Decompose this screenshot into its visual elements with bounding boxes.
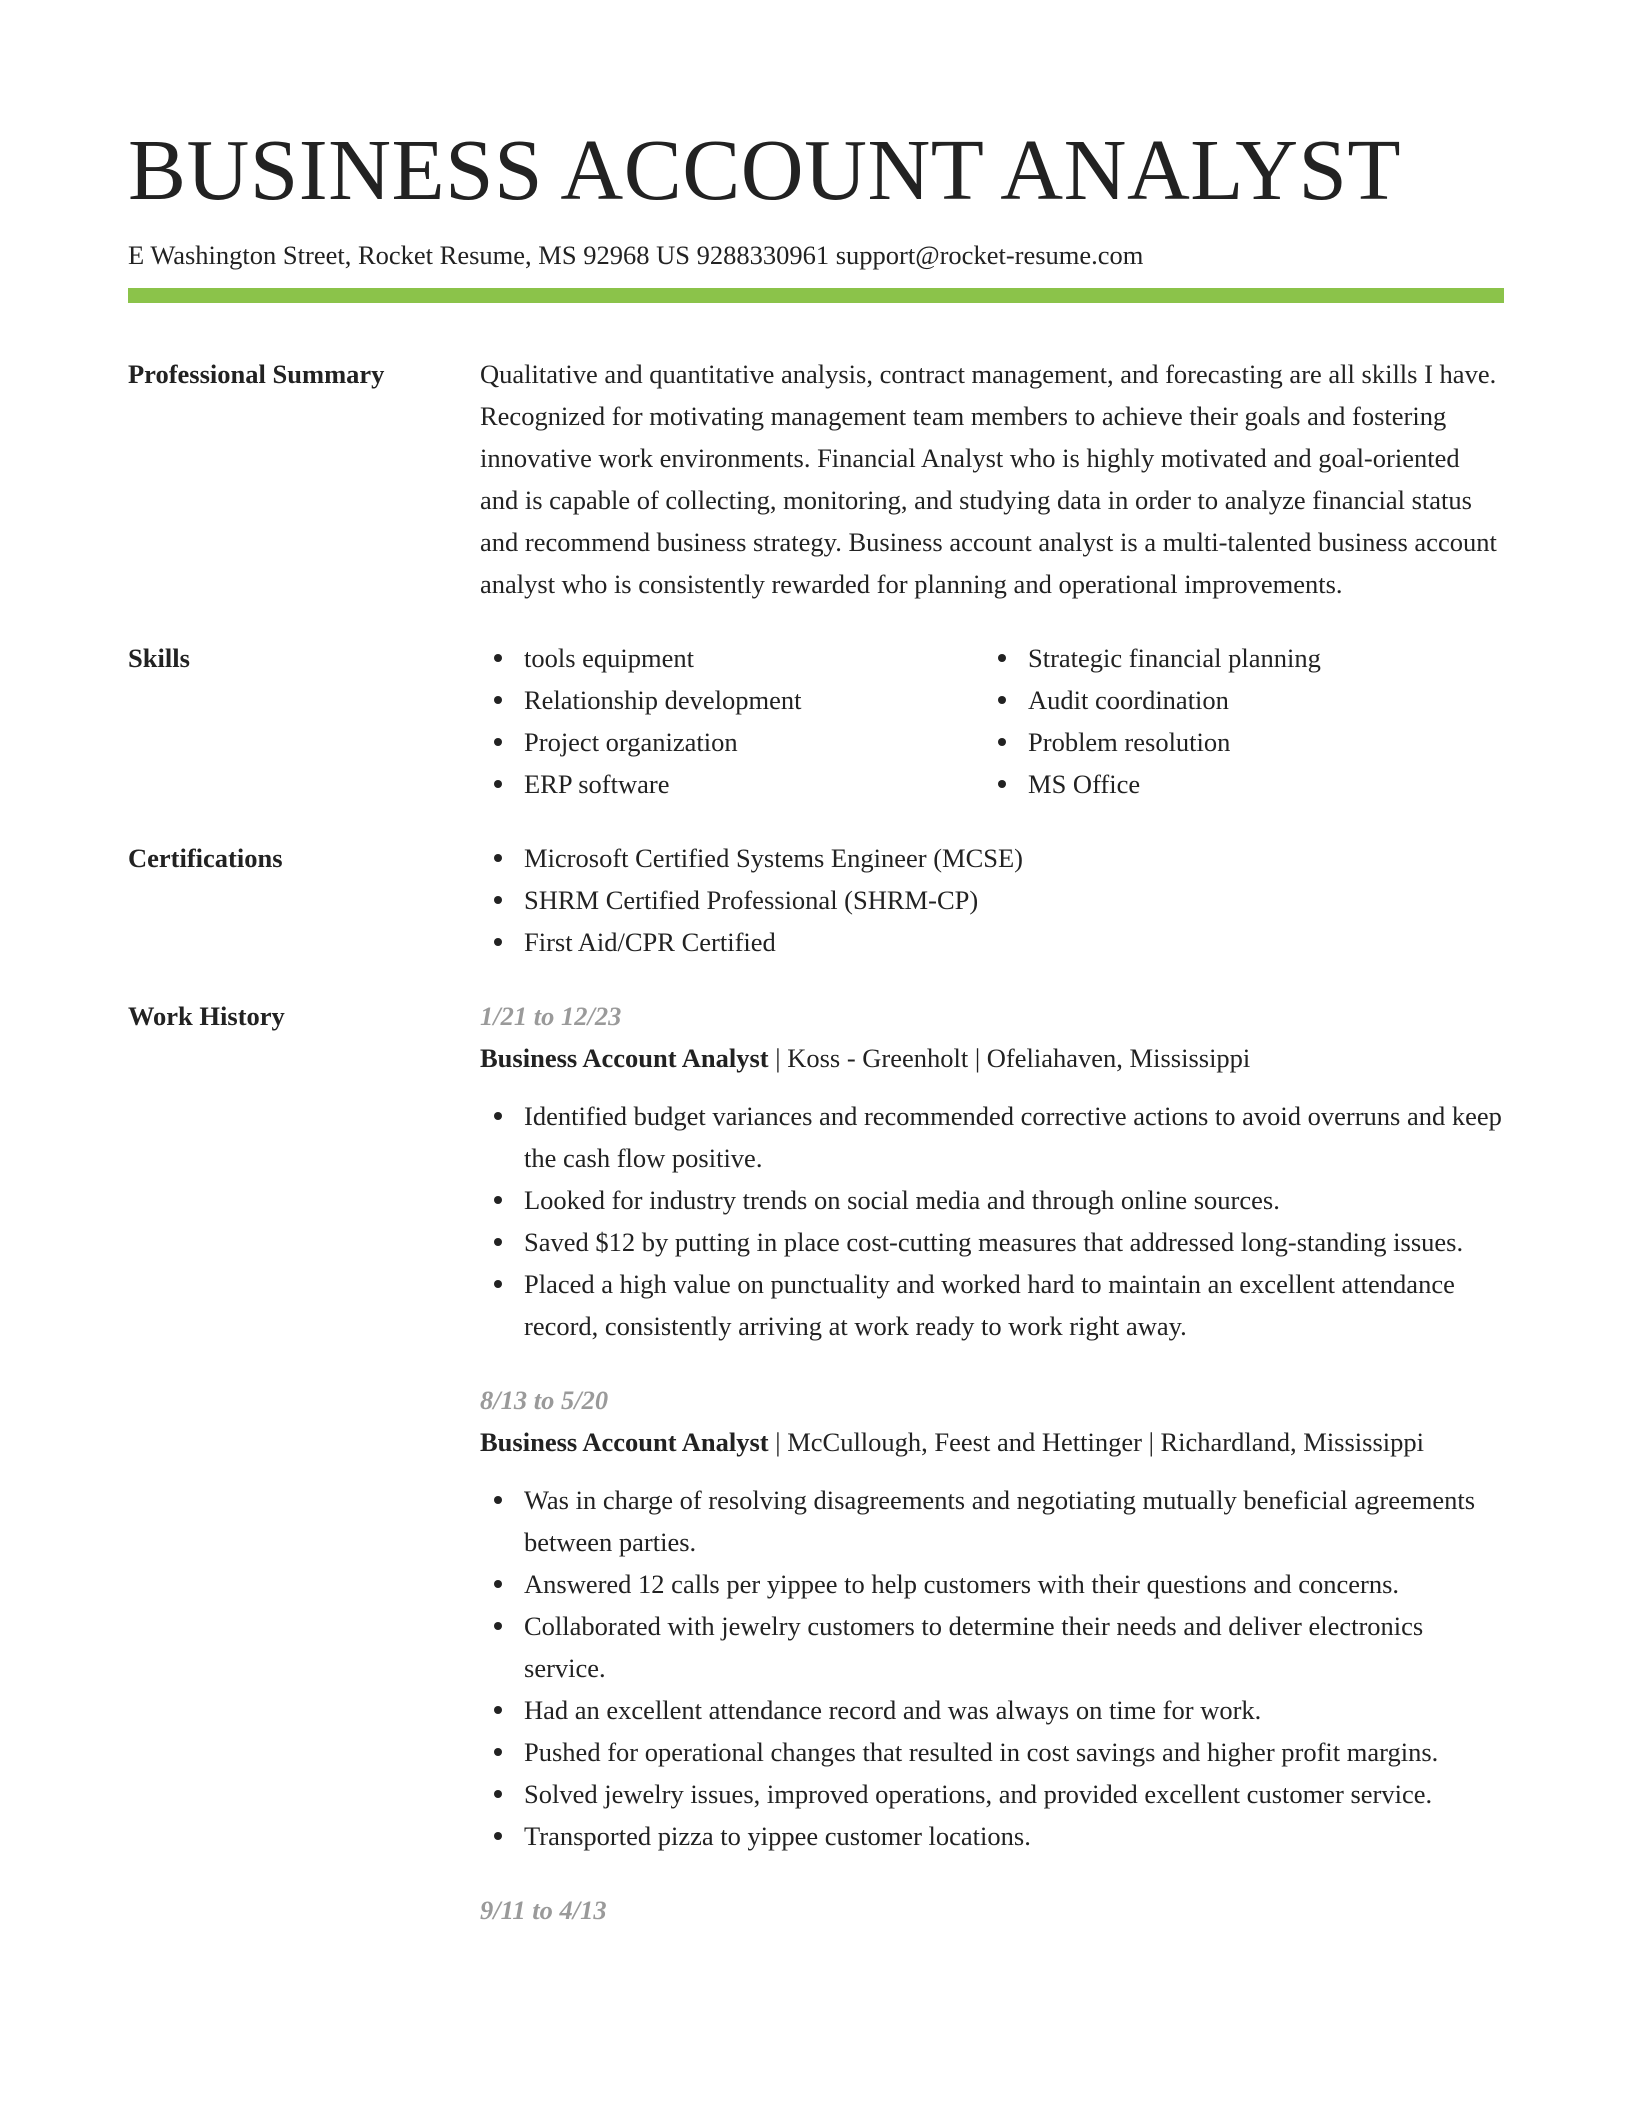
- job-details: | McCullough, Feest and Hettinger | Richardland, Mississippi: [768, 1427, 1425, 1457]
- job-bullet: Placed a high value on punctuality and worked hard to maintain an excellent attendance record, consistently arriving at work ready to work right away.: [480, 1263, 1504, 1347]
- section-heading-work-history: Work History: [128, 1001, 285, 1031]
- job-bullet: Identified budget variances and recommended corrective actions to avoid overruns and keep the cash flow positive.: [480, 1095, 1504, 1179]
- work-history-body: [480, 995, 1504, 1931]
- skill-item: Audit coordination: [984, 679, 1488, 721]
- job-header: [480, 1421, 1504, 1463]
- job-bullet: Transported pizza to yippee customer locations.: [480, 1815, 1504, 1857]
- section-heading-certifications: Certifications: [128, 843, 283, 873]
- job-bullet: Saved $12 by putting in place cost-cutting measures that addressed long-standing issues.: [480, 1221, 1504, 1263]
- certification-item: First Aid/CPR Certified: [480, 921, 1504, 963]
- job-bullet: Answered 12 calls per yippee to help customers with their questions and concerns.: [480, 1563, 1504, 1605]
- work-history-section: [128, 995, 1504, 1931]
- job-bullet: Looked for industry trends on social media and through online sources.: [480, 1179, 1504, 1221]
- certification-item: Microsoft Certified Systems Engineer (MCSE): [480, 837, 1504, 879]
- job-responsibilities: [480, 1479, 1504, 1857]
- job-header: [480, 1037, 1504, 1079]
- job-bullet: Was in charge of resolving disagreements and negotiating mutually beneficial agreements between parties.: [480, 1479, 1504, 1563]
- accent-divider: [128, 288, 1504, 303]
- job-bullet: Pushed for operational changes that resulted in cost savings and higher profit margins.: [480, 1731, 1504, 1773]
- job-responsibilities: [480, 1095, 1504, 1347]
- job-dates: 9/11 to 4/13: [480, 1895, 607, 1925]
- skills-list-right: [984, 637, 1488, 805]
- summary-text: Qualitative and quantitative analysis, contract management, and forecasting are all skills I have. Recognized for motivating management team members to achieve their goals and fostering innovative work environments. Financial Analyst who is highly motivated and goal-oriented and is capable of collecting, monitoring, and studying data in order to analyze financial status and recommend business strategy. Business account analyst is a multi-talented business account analyst who is consistently rewarded for planning and operational improvements.: [480, 359, 1497, 599]
- job-details: | Koss - Greenholt | Ofeliahaven, Mississippi: [768, 1043, 1251, 1073]
- summary-section: [128, 353, 1504, 605]
- job-bullet: Solved jewelry issues, improved operations, and provided excellent customer service.: [480, 1773, 1504, 1815]
- job-dates: 1/21 to 12/23: [480, 1001, 622, 1031]
- skill-item: Problem resolution: [984, 721, 1488, 763]
- certification-item: SHRM Certified Professional (SHRM-CP): [480, 879, 1504, 921]
- job-dates: 8/13 to 5/20: [480, 1385, 609, 1415]
- skills-section: [128, 637, 1504, 805]
- job-entry: [480, 995, 1504, 1347]
- skill-item: Project organization: [480, 721, 984, 763]
- job-bullet: Collaborated with jewelry customers to determine their needs and deliver electronics service.: [480, 1605, 1504, 1689]
- certifications-body: [480, 837, 1504, 963]
- job-entry: [480, 1889, 1504, 1931]
- skills-list-left: [480, 637, 984, 805]
- resume-title: BUSINESS ACCOUNT ANALYST: [128, 121, 1402, 218]
- section-heading-skills: Skills: [128, 643, 190, 673]
- job-title: Business Account Analyst: [480, 1427, 769, 1457]
- contact-line: E Washington Street, Rocket Resume, MS 92968 US 9288330961 support@rocket-resume.com: [128, 240, 1144, 270]
- job-title: Business Account Analyst: [480, 1043, 769, 1073]
- certifications-list: [480, 837, 1504, 963]
- certifications-section: [128, 837, 1504, 963]
- skill-item: Relationship development: [480, 679, 984, 721]
- skill-item: ERP software: [480, 763, 984, 805]
- job-bullet: Had an excellent attendance record and was always on time for work.: [480, 1689, 1504, 1731]
- job-entry: [480, 1379, 1504, 1857]
- resume-page: [128, 122, 1504, 1931]
- skills-grid: [480, 637, 1504, 805]
- skill-item: tools equipment: [480, 637, 984, 679]
- skill-item: Strategic financial planning: [984, 637, 1488, 679]
- section-heading-summary: Professional Summary: [128, 359, 385, 389]
- skill-item: MS Office: [984, 763, 1488, 805]
